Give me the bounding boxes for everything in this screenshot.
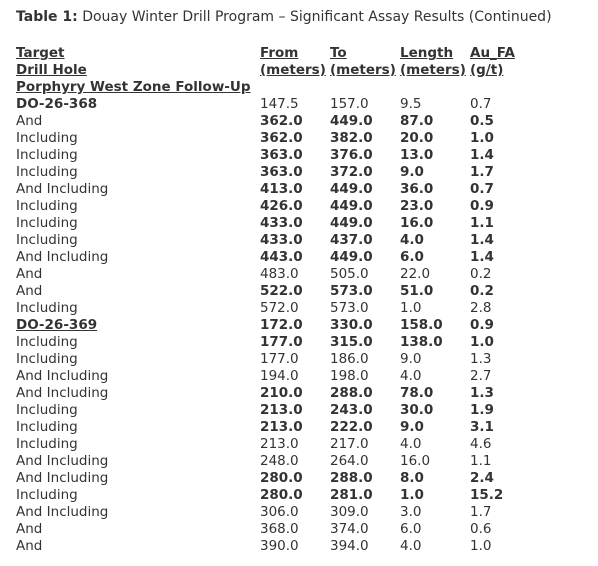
cell-to: 243.0 (330, 402, 373, 418)
cell-au: 2.7 (470, 368, 492, 384)
cell-target: And Including (16, 504, 109, 520)
cell-length: 22.0 (400, 266, 431, 282)
table-title (16, 8, 552, 26)
cell-length: 23.0 (400, 198, 434, 214)
table-row (16, 300, 540, 317)
cell-to: 157.0 (330, 96, 369, 112)
table-row (16, 249, 540, 266)
cell-from: 213.0 (260, 436, 299, 452)
cell-au: 2.8 (470, 300, 492, 316)
table-row (16, 283, 540, 300)
cell-to: 222.0 (330, 419, 373, 435)
table-row (16, 351, 540, 368)
cell-to: 505.0 (330, 266, 369, 282)
table-row (16, 232, 540, 249)
cell-au: 0.2 (470, 266, 492, 282)
cell-length: 16.0 (400, 215, 434, 231)
cell-from: 248.0 (260, 453, 299, 469)
cell-au: 0.6 (470, 521, 492, 537)
table-row (16, 436, 540, 453)
cell-to: 217.0 (330, 436, 369, 452)
cell-from: 413.0 (260, 181, 303, 197)
cell-au: 0.7 (470, 96, 492, 112)
table-row (16, 419, 540, 436)
header-length-line2: (meters) (400, 62, 466, 78)
table-row (16, 181, 540, 198)
cell-to: 281.0 (330, 487, 373, 503)
cell-length: 1.0 (400, 300, 422, 316)
table-body (16, 79, 540, 555)
cell-au: 1.7 (470, 164, 494, 180)
cell-au: 0.9 (470, 198, 494, 214)
header-to-line1: To (330, 45, 347, 61)
table-row (16, 113, 540, 130)
cell-to: 372.0 (330, 164, 373, 180)
table-row (16, 487, 540, 504)
table-title-text: Douay Winter Drill Program – Significant Assay Results (Continued) (82, 9, 552, 25)
table-row (16, 521, 540, 538)
cell-to: 394.0 (330, 538, 369, 554)
table-row (16, 538, 540, 555)
cell-to: 449.0 (330, 215, 373, 231)
table-row (16, 385, 540, 402)
cell-from: 280.0 (260, 470, 303, 486)
table-row (16, 317, 540, 334)
header-from-line1: From (260, 45, 299, 61)
cell-target: Including (16, 351, 78, 367)
header-au-line1: Au_FA (470, 45, 515, 61)
cell-target: Including (16, 198, 78, 214)
cell-from: 280.0 (260, 487, 303, 503)
cell-to: 198.0 (330, 368, 369, 384)
cell-target: Including (16, 419, 78, 435)
section-label: Porphyry West Zone Follow-Up (16, 79, 251, 95)
cell-to: 573.0 (330, 300, 369, 316)
cell-target: DO-26-369 (16, 317, 98, 333)
cell-au: 0.5 (470, 113, 494, 129)
cell-length: 20.0 (400, 130, 434, 146)
cell-target: And Including (16, 249, 109, 265)
cell-target: Including (16, 334, 78, 350)
cell-au: 0.7 (470, 181, 494, 197)
cell-to: 330.0 (330, 317, 373, 333)
cell-from: 362.0 (260, 113, 303, 129)
cell-from: 306.0 (260, 504, 299, 520)
cell-to: 288.0 (330, 470, 373, 486)
cell-to: 449.0 (330, 198, 373, 214)
cell-length: 9.5 (400, 96, 422, 112)
cell-au: 1.0 (470, 334, 494, 350)
cell-to: 382.0 (330, 130, 373, 146)
cell-au: 1.3 (470, 351, 492, 367)
cell-from: 172.0 (260, 317, 303, 333)
cell-length: 51.0 (400, 283, 434, 299)
cell-au: 1.4 (470, 249, 494, 265)
header-to (330, 45, 400, 79)
cell-target: Including (16, 232, 78, 248)
cell-length: 3.0 (400, 504, 422, 520)
cell-au: 1.7 (470, 504, 492, 520)
cell-to: 288.0 (330, 385, 373, 401)
cell-target: Including (16, 147, 78, 163)
cell-to: 437.0 (330, 232, 373, 248)
cell-to: 376.0 (330, 147, 373, 163)
cell-length: 138.0 (400, 334, 443, 350)
cell-target: And (16, 521, 43, 537)
cell-length: 4.0 (400, 436, 422, 452)
cell-au: 1.0 (470, 130, 494, 146)
cell-to: 449.0 (330, 249, 373, 265)
cell-from: 194.0 (260, 368, 299, 384)
cell-to: 309.0 (330, 504, 369, 520)
header-from (260, 45, 330, 79)
header-length (400, 45, 470, 79)
cell-length: 78.0 (400, 385, 434, 401)
cell-to: 264.0 (330, 453, 369, 469)
cell-target: Including (16, 215, 78, 231)
cell-from: 433.0 (260, 215, 303, 231)
cell-target: Including (16, 402, 78, 418)
header-target-line1: Target (16, 45, 65, 61)
assay-results-table (16, 45, 540, 555)
cell-au: 1.9 (470, 402, 494, 418)
table-row (16, 504, 540, 521)
cell-from: 390.0 (260, 538, 299, 554)
table-row (16, 96, 540, 113)
cell-from: 213.0 (260, 419, 303, 435)
cell-length: 4.0 (400, 368, 422, 384)
cell-target: Including (16, 487, 78, 503)
cell-au: 4.6 (470, 436, 492, 452)
cell-from: 426.0 (260, 198, 303, 214)
table-row (16, 334, 540, 351)
cell-from: 177.0 (260, 334, 303, 350)
cell-au: 1.1 (470, 215, 494, 231)
cell-from: 443.0 (260, 249, 303, 265)
cell-target: DO-26-368 (16, 96, 98, 112)
cell-from: 368.0 (260, 521, 299, 537)
cell-target: And (16, 283, 43, 299)
cell-length: 16.0 (400, 453, 431, 469)
cell-length: 13.0 (400, 147, 434, 163)
header-target (16, 45, 260, 79)
cell-length: 6.0 (400, 521, 422, 537)
header-length-line1: Length (400, 45, 454, 61)
cell-length: 4.0 (400, 538, 422, 554)
table-row (16, 266, 540, 283)
table-row (16, 147, 540, 164)
header-from-line2: (meters) (260, 62, 326, 78)
cell-au: 1.3 (470, 385, 494, 401)
cell-from: 362.0 (260, 130, 303, 146)
cell-target: Including (16, 300, 78, 316)
cell-length: 4.0 (400, 232, 424, 248)
table-row (16, 368, 540, 385)
cell-target: And Including (16, 368, 109, 384)
cell-au: 2.4 (470, 470, 494, 486)
cell-au: 3.1 (470, 419, 494, 435)
cell-from: 433.0 (260, 232, 303, 248)
cell-target: And Including (16, 181, 109, 197)
table-header-row (16, 45, 540, 79)
table-row (16, 402, 540, 419)
header-to-line2: (meters) (330, 62, 396, 78)
cell-length: 9.0 (400, 419, 424, 435)
cell-length: 9.0 (400, 164, 424, 180)
cell-au: 1.0 (470, 538, 492, 554)
cell-length: 158.0 (400, 317, 443, 333)
cell-length: 30.0 (400, 402, 434, 418)
cell-target: Including (16, 164, 78, 180)
header-au (470, 45, 540, 79)
cell-to: 573.0 (330, 283, 373, 299)
cell-target: Including (16, 436, 78, 452)
cell-length: 1.0 (400, 487, 424, 503)
cell-target: And Including (16, 470, 109, 486)
cell-au: 1.4 (470, 147, 494, 163)
cell-au: 1.1 (470, 453, 492, 469)
cell-to: 449.0 (330, 113, 373, 129)
cell-from: 483.0 (260, 266, 299, 282)
cell-target: And (16, 113, 43, 129)
cell-target: And (16, 266, 43, 282)
cell-au: 0.2 (470, 283, 494, 299)
cell-length: 9.0 (400, 351, 422, 367)
table-row (16, 215, 540, 232)
cell-to: 186.0 (330, 351, 369, 367)
cell-length: 87.0 (400, 113, 434, 129)
table-row (16, 198, 540, 215)
cell-from: 213.0 (260, 402, 303, 418)
table-row (16, 453, 540, 470)
cell-from: 177.0 (260, 351, 299, 367)
cell-from: 210.0 (260, 385, 303, 401)
cell-from: 363.0 (260, 147, 303, 163)
header-au-line2: (g/t) (470, 62, 504, 78)
cell-to: 449.0 (330, 181, 373, 197)
cell-length: 8.0 (400, 470, 424, 486)
cell-from: 572.0 (260, 300, 299, 316)
table-row (16, 470, 540, 487)
table-row (16, 130, 540, 147)
cell-length: 6.0 (400, 249, 424, 265)
table-row (16, 164, 540, 181)
cell-target: Including (16, 130, 78, 146)
cell-au: 1.4 (470, 232, 494, 248)
cell-target: And Including (16, 385, 109, 401)
cell-au: 0.9 (470, 317, 494, 333)
cell-from: 363.0 (260, 164, 303, 180)
cell-target: And Including (16, 453, 109, 469)
cell-length: 36.0 (400, 181, 434, 197)
table-title-label: Table 1: (16, 9, 78, 25)
cell-from: 147.5 (260, 96, 299, 112)
cell-to: 315.0 (330, 334, 373, 350)
cell-target: And (16, 538, 43, 554)
section-row (16, 79, 540, 96)
cell-au: 15.2 (470, 487, 504, 503)
cell-from: 522.0 (260, 283, 303, 299)
header-target-line2: Drill Hole (16, 62, 87, 78)
cell-to: 374.0 (330, 521, 369, 537)
